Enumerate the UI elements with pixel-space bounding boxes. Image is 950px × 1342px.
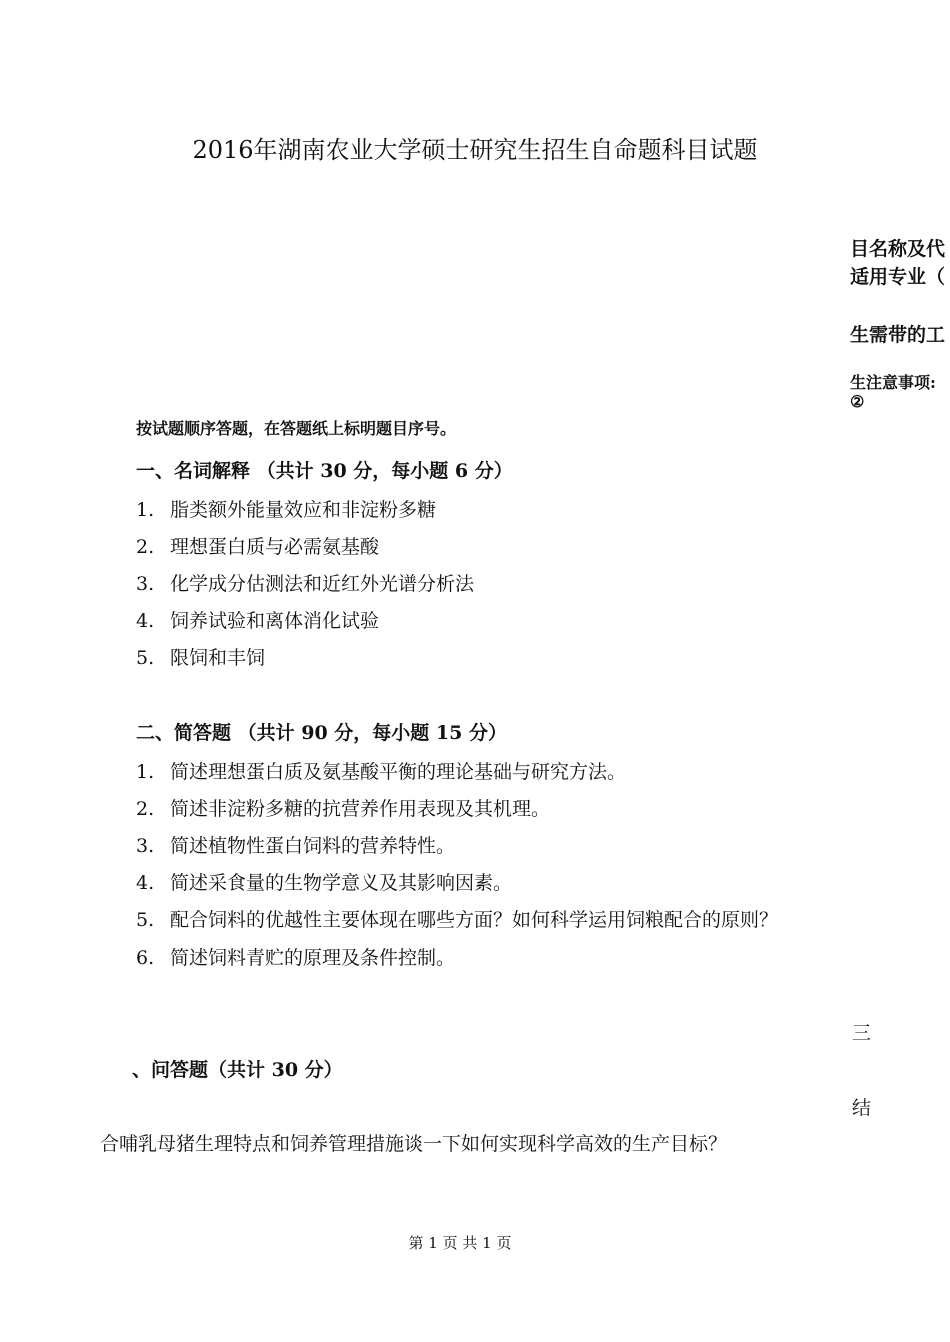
applicable-major-fragment: 适用专业（ [850, 266, 946, 288]
notes-circled-number: ② [850, 392, 865, 411]
question-start-fragment: 结 [852, 1097, 872, 1119]
section-2-heading: 二、简答题 （共计 90 分，每小题 15 分） [136, 722, 507, 744]
item-number: 3. [136, 835, 155, 857]
item-text: 化学成分估测法和近红外光谱分析法 [170, 573, 475, 595]
required-tools-fragment: 生需带的工 [850, 324, 946, 346]
item-number: 5. [136, 647, 155, 669]
section-2-item [136, 868, 512, 895]
section-2-item [136, 831, 455, 858]
item-text: 简述饲料青贮的原理及条件控制。 [170, 947, 456, 969]
item-number: 2. [136, 536, 155, 558]
item-text: 简述理想蛋白质及氨基酸平衡的理论基础与研究方法。 [170, 761, 627, 783]
item-number: 4. [136, 610, 155, 632]
page-title: 2016年湖南农业大学硕士研究生招生自命题科目试题 [192, 136, 758, 164]
section-2-item [136, 757, 626, 784]
item-number: 5. [136, 909, 155, 931]
page-footer: 第 1 页 共 1 页 [408, 1234, 512, 1252]
section-1-item [136, 495, 436, 522]
section-2-item [136, 794, 550, 821]
item-text: 简述非淀粉多糖的抗营养作用表现及其机理。 [170, 798, 551, 820]
item-text: 限饲和丰饲 [170, 647, 266, 669]
item-number: 2. [136, 798, 155, 820]
answer-instruction: 按试题顺序答题，在答题纸上标明题目序号。 [136, 419, 457, 438]
subject-name-fragment: 目名称及代 [850, 238, 946, 260]
section-1-item [136, 532, 379, 559]
section-1-item [136, 606, 379, 633]
notes-fragment: 生注意事项: [850, 373, 936, 392]
item-number: 3. [136, 573, 155, 595]
section-1-item [136, 643, 265, 670]
section-2-item [136, 943, 455, 970]
item-number: 1. [136, 499, 155, 521]
item-text: 简述植物性蛋白饲料的营养特性。 [170, 835, 456, 857]
section-2-item [136, 905, 778, 932]
item-text: 饲养试验和离体消化试验 [170, 610, 380, 632]
item-number: 1. [136, 761, 155, 783]
section-3-question: 合哺乳母猪生理特点和饲养管理措施谈一下如何实现科学高效的生产目标？ [100, 1133, 728, 1155]
section-1-heading: 一、名词解释 （共计 30 分，每小题 6 分） [136, 460, 513, 482]
section-1-item [136, 569, 474, 596]
item-number: 4. [136, 872, 155, 894]
section-3-number-fragment: 三 [852, 1022, 872, 1044]
item-text: 脂类额外能量效应和非淀粉多糖 [170, 499, 437, 521]
item-number: 6. [136, 947, 155, 969]
item-text: 简述采食量的生物学意义及其影响因素。 [170, 872, 513, 894]
section-3-heading: 、问答题（共计 30 分） [132, 1059, 343, 1081]
item-text: 配合饲料的优越性主要体现在哪些方面？如何科学运用饲粮配合的原则？ [170, 909, 779, 931]
item-text: 理想蛋白质与必需氨基酸 [170, 536, 380, 558]
